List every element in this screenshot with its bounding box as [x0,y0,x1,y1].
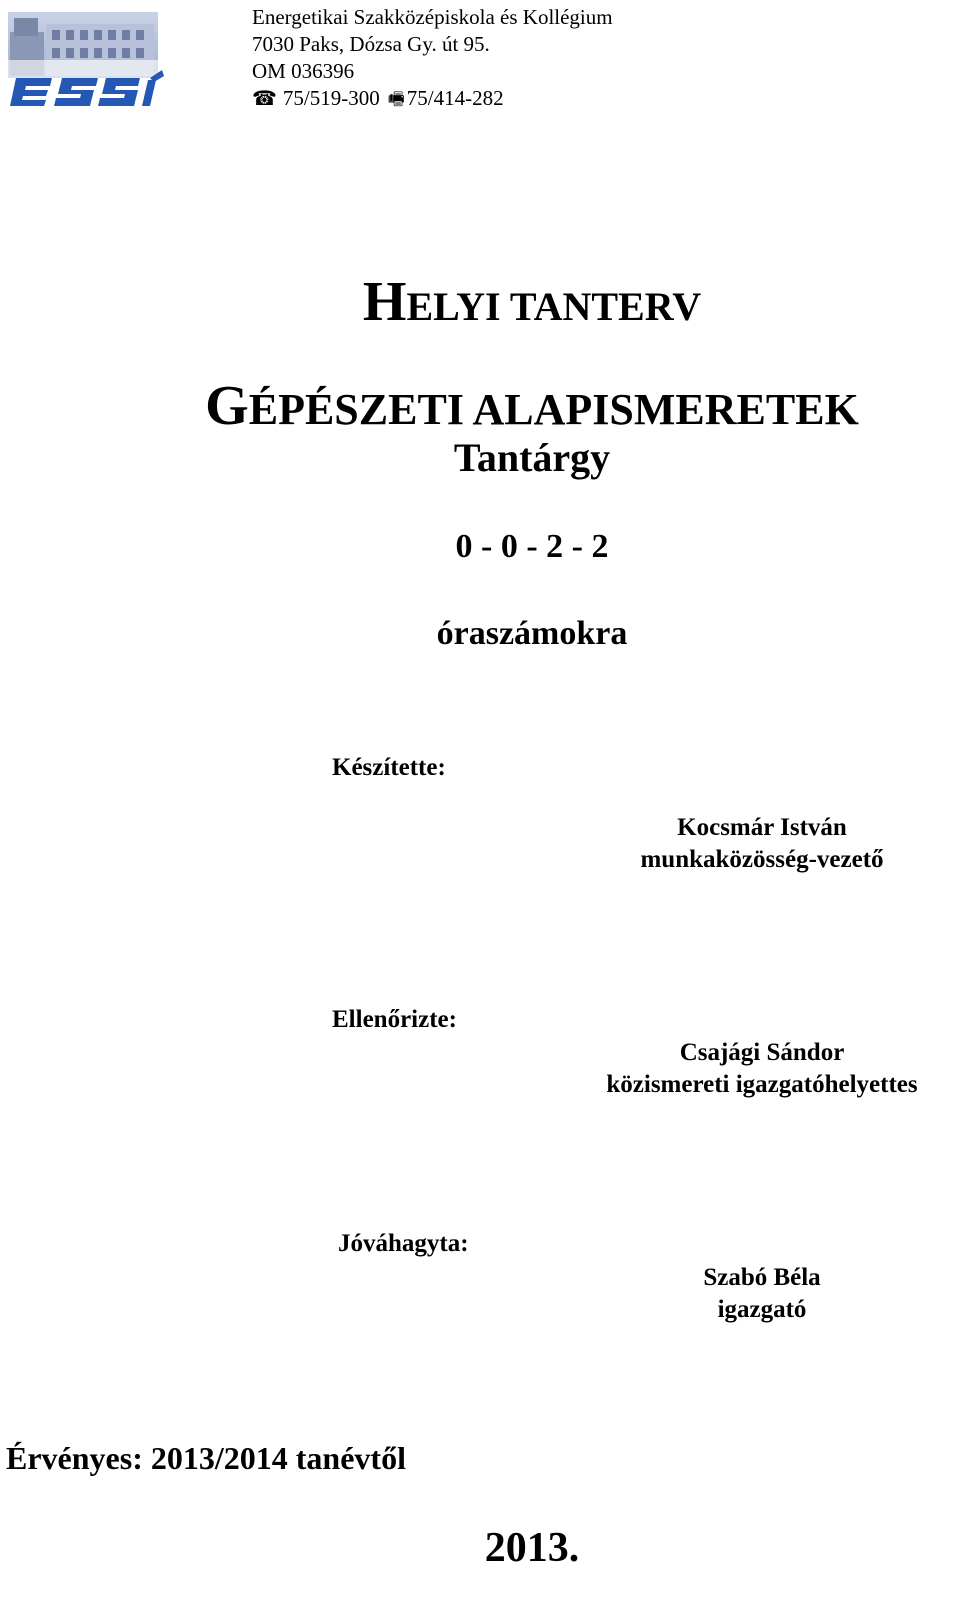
signature-label-prepared: Készítette: [332,754,446,781]
signature-label-approved: Jóváhagyta: [338,1230,469,1257]
signature-block-prepared [592,812,932,876]
subject-title: GÉPÉSZETI ALAPISMERETEK [205,375,859,437]
phone-icon: ☎ [252,88,277,110]
signature-name: Kocsmár István [677,814,847,841]
signature-role: közismereti igazgatóhelyettes [606,1071,918,1098]
phone-number: 75/519-300 [282,86,380,110]
signature-name: Csajági Sándor [679,1039,845,1066]
hours-value: 0 - 0 - 2 - 2 [455,528,609,565]
subject-label: Tantárgy [453,435,611,480]
signature-block-approved [592,1262,932,1326]
school-address: 7030 Paks, Dózsa Gy. út 95. [252,32,490,56]
hours-label: óraszámokra [436,615,628,652]
validity-note: Érvényes: 2013/2014 tanévtől [6,1440,406,1476]
signature-block-checked [592,1037,932,1101]
signature-name: Szabó Béla [703,1264,821,1291]
contact-line [252,85,613,113]
fax-number: 75/414-282 [406,86,504,110]
document-title: HELYI TANTERV [362,271,702,333]
school-name: Energetikai Szakközépiskola és Kollégium [252,5,613,29]
signature-label-checked: Ellenőrizte: [332,1006,457,1033]
school-logo [6,10,164,108]
signature-role: munkaközösség-vezető [640,846,884,873]
fax-icon: 🖷 [387,89,405,109]
document-year: 2013. [484,1525,580,1571]
school-info [252,4,613,113]
signature-role: igazgató [717,1296,807,1323]
school-om: OM 036396 [252,59,355,83]
